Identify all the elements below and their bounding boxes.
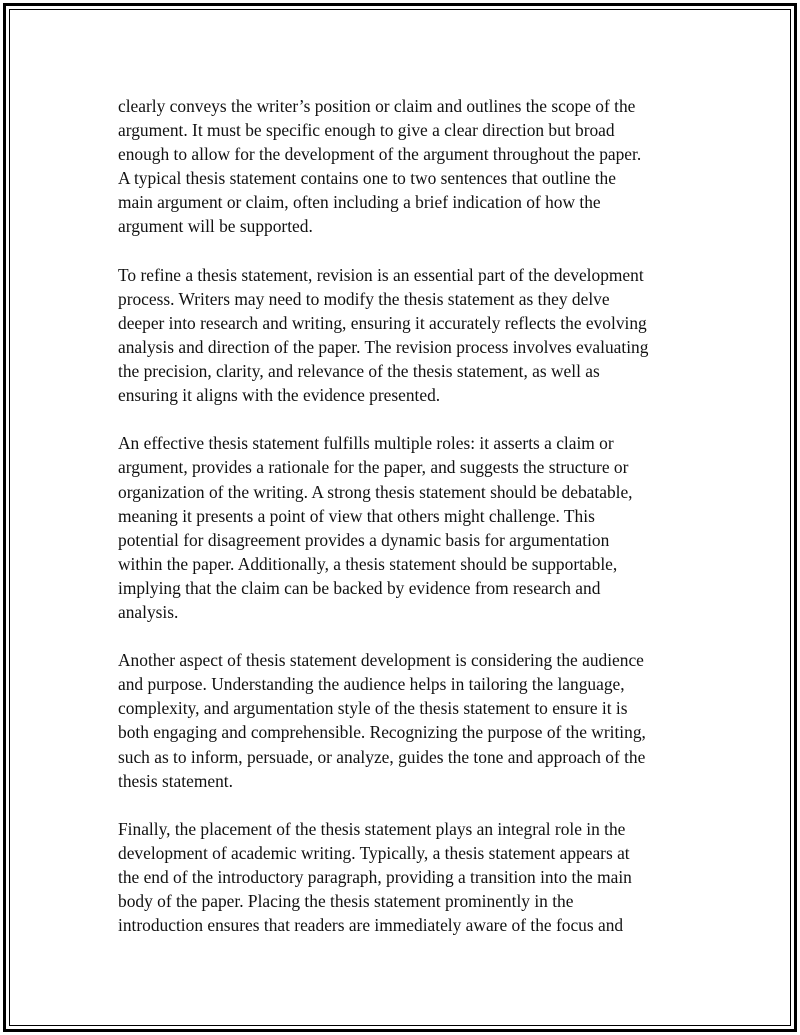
paragraph-5: Finally, the placement of the thesis statement plays an integral role in the development of academic writing. Typically, a thesis statement appears at the end of the introductory paragraph, providing a transition into the main body of the paper. Placing the thesis statement prominently in the introduction ensures that readers are immediately aware of the focus and (118, 818, 632, 936)
paragraph-4: Another aspect of thesis statement development is considering the audience and purpose. Understanding the audience helps in tailoring the language, complexity, and argumentation style of the thesis statement to ensure it is both engaging and comprehensible. Recognizing the purpose of the writing, such as to inform, persuade, or analyze, guides the tone and approach of the thesis statement. (118, 650, 646, 791)
paragraph-1: clearly conveys the writer’s position or claim and outlines the scope of the argument. It must be specific enough to give a clear direction but broad enough to allow for the development of the argument throughout the paper. A typical thesis statement contains one to two sentences that outline the main argument or claim, often including a brief indication of how the argument will be supported. (118, 96, 642, 237)
document-body (118, 94, 688, 961)
paragraph-3: An effective thesis statement fulfills multiple roles: it asserts a claim or argument, provides a rationale for the paper, and suggests the structure or organization of the writing. A strong thesis statement should be debatable, meaning it presents a point of view that others might challenge. This potential for disagreement provides a dynamic basis for argumentation within the paper. Additionally, a thesis statement should be supportable, implying that the claim can be backed by evidence from research and analysis. (118, 433, 633, 622)
paragraph-2: To refine a thesis statement, revision is an essential part of the development process. Writers may need to modify the thesis statement as they delve deeper into research and writing, ensuring it accurately reflects the evolving analysis and direction of the paper. The revision process involves evaluating the precision, clarity, and relevance of the thesis statement, as well as ensuring it aligns with the evidence presented. (118, 264, 649, 406)
